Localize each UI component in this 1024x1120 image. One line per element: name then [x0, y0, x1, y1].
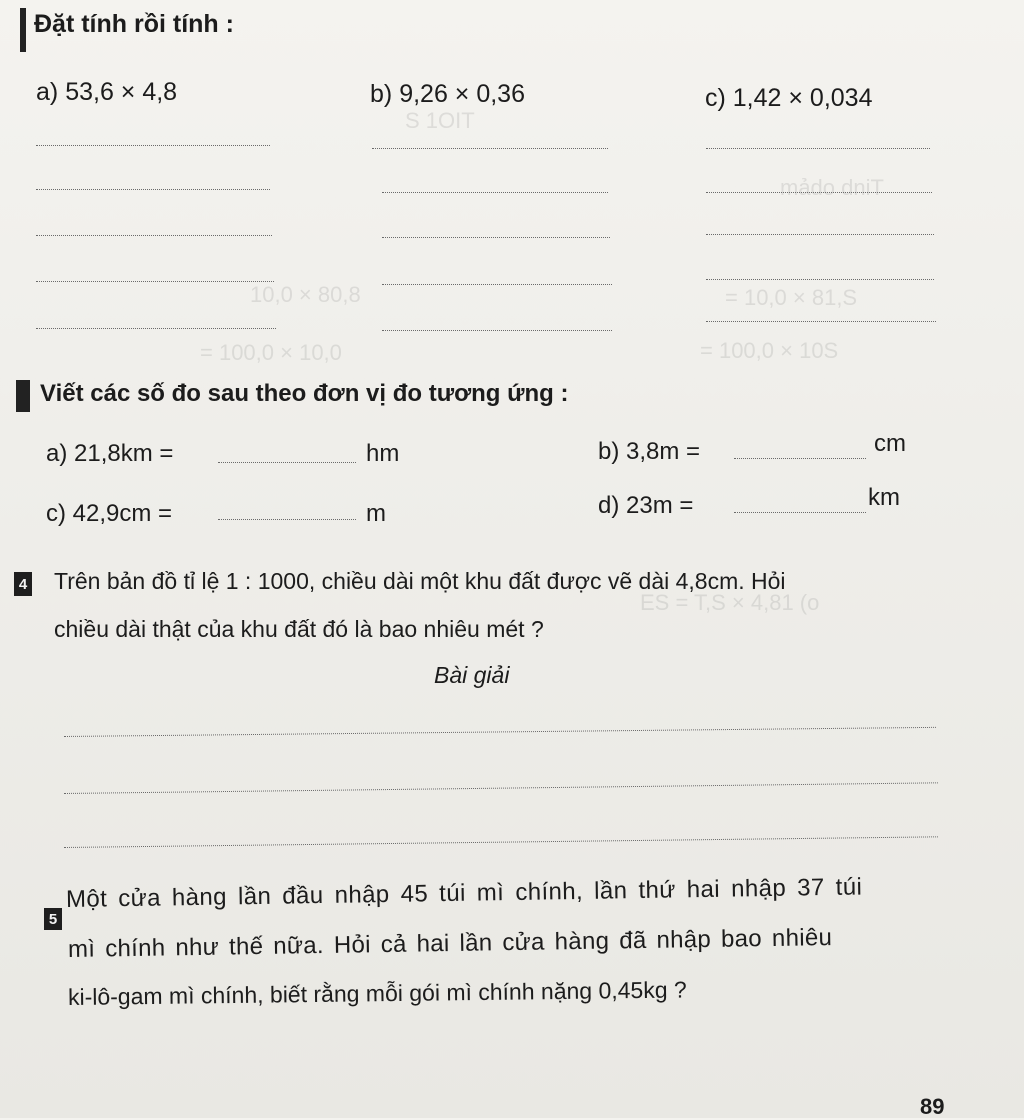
answer-line[interactable] [382, 237, 610, 238]
answer-line[interactable] [36, 281, 274, 282]
section-heading: Đặt tính rồi tính : [34, 10, 234, 38]
answer-line[interactable] [706, 279, 934, 280]
answer-line[interactable] [64, 727, 936, 737]
answer-line[interactable] [382, 284, 612, 285]
exercise-text: chiều dài thật của khu đất đó là bao nhiêu mét ? [54, 616, 544, 642]
problem-expression: 1,42 × 0,034 [732, 84, 873, 112]
conversion-label: d) [598, 492, 620, 519]
answer-line[interactable] [64, 782, 938, 794]
section-heading: Viết các số đo sau theo đơn vị đo tương ứng : [40, 380, 569, 407]
exercise-text: Trên bản đồ tỉ lệ 1 : 1000, chiều dài một khu đất được vẽ dài 4,8cm. Hỏi [54, 568, 786, 594]
section-marker [20, 8, 26, 52]
answer-line[interactable] [64, 836, 938, 848]
exercise-text: Một cửa hàng lần đầu nhập 45 túi mì chính, lần thứ hai nhập 37 túi [65, 873, 863, 913]
answer-line[interactable] [36, 328, 276, 329]
problem-b [370, 80, 525, 109]
answer-line[interactable] [706, 234, 934, 235]
show-through-text: = 100,0 × 10,0 [200, 340, 342, 365]
section-marker [16, 380, 30, 412]
answer-line[interactable] [382, 192, 608, 193]
answer-blank[interactable] [734, 458, 866, 459]
answer-blank[interactable] [218, 462, 356, 463]
show-through-text: S 1OIT [405, 108, 475, 133]
problem-label: a) [36, 78, 59, 106]
problem-label: b) [370, 80, 393, 108]
answer-line[interactable] [36, 189, 270, 190]
conversion-a [46, 440, 173, 468]
show-through-text: = 100,0 × 10S [700, 338, 839, 363]
problem-a [36, 78, 177, 107]
problem-expression: 53,6 × 4,8 [65, 78, 178, 106]
conversion-unit: m [366, 500, 386, 527]
conversion-label: a) [46, 440, 68, 467]
conversion-value: 42,9cm = [72, 500, 173, 527]
show-through-text: mảdo dniT [780, 175, 884, 200]
conversion-c [46, 500, 172, 528]
solution-label: Bài giải [434, 662, 510, 688]
exercise-text: mì chính như thế nữa. Hỏi cả hai lần cửa hàng đã nhập bao nhiêu [67, 923, 833, 963]
show-through-text: 10,0 × 80,8 [250, 282, 361, 307]
exercise-text: ki-lô-gam mì chính, biết rằng mỗi gói mì chính nặng 0,45kg ? [67, 976, 687, 1010]
conversion-unit: cm [874, 430, 906, 457]
problem-expression: 9,26 × 0,36 [399, 80, 525, 108]
show-through-text: ES = T,S × 4,81 (o [640, 590, 820, 615]
show-through-text: = 10,0 × 81,S [725, 285, 858, 310]
problem-label: c) [705, 84, 726, 112]
conversion-label: b) [598, 438, 620, 465]
page-number: 89 [920, 1094, 945, 1119]
conversion-b [598, 438, 700, 466]
conversion-label: c) [46, 500, 66, 527]
answer-blank[interactable] [734, 512, 866, 513]
conversion-d [598, 492, 693, 520]
conversion-value: 23m = [626, 492, 694, 519]
answer-line[interactable] [706, 192, 932, 193]
answer-line[interactable] [706, 148, 930, 149]
answer-line[interactable] [372, 148, 608, 149]
answer-line[interactable] [382, 330, 612, 331]
exercise-number-badge: 4 [14, 572, 32, 596]
conversion-unit: km [868, 484, 900, 511]
answer-line[interactable] [36, 145, 270, 146]
conversion-value: 21,8km = [74, 440, 174, 467]
exercise-number-badge: 5 [44, 908, 62, 930]
problem-c [705, 84, 873, 113]
conversion-value: 3,8m = [626, 438, 701, 465]
conversion-unit: hm [366, 440, 400, 467]
answer-blank[interactable] [218, 519, 356, 520]
answer-line[interactable] [706, 321, 936, 322]
answer-line[interactable] [36, 235, 272, 236]
